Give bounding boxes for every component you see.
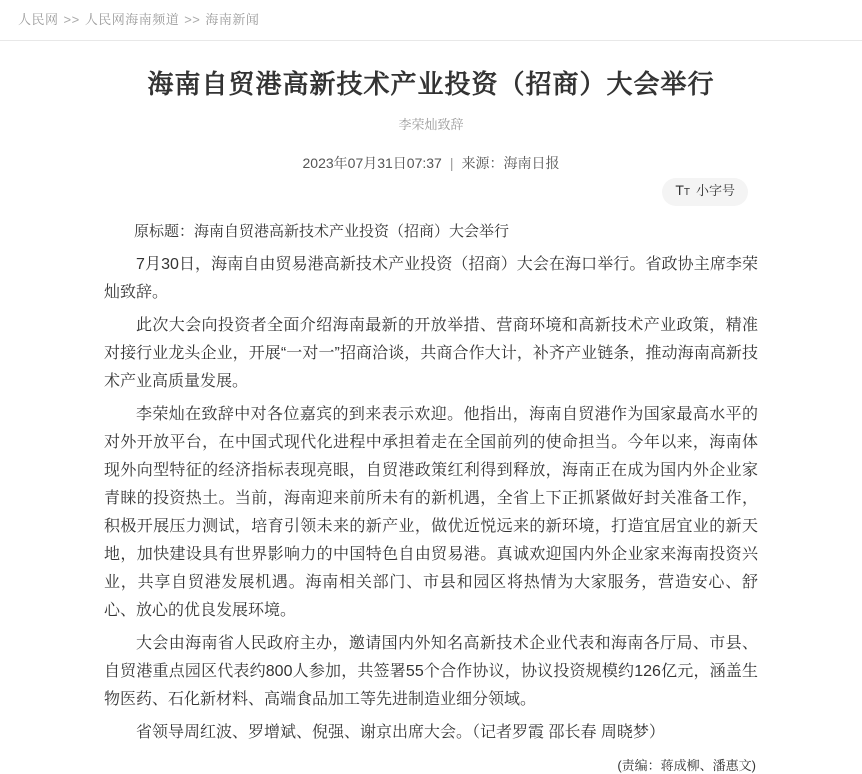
original-title-line [104,218,758,246]
publish-datetime: 2023年07月31日07:37 [302,155,442,171]
source-link[interactable]: 海南日报 [503,155,560,171]
breadcrumb [0,0,862,41]
article-paragraph: 此次大会向投资者全面介绍海南最新的开放举措、营商环境和高新技术产业政策，精准对接行业龙头企业，开展“一对一”招商洽谈，共商合作大计，补齐产业链条，推动海南高新技术产业高质量发展。 [104,317,758,390]
breadcrumb-separator: >> [63,12,80,27]
article-paragraph: 省领导周红波、罗增斌、倪强、谢京出席大会。（记者罗霞 邵长春 周晓梦） [136,724,665,741]
font-size-large-icon: T [675,182,684,198]
source-prefix: 来源： [461,155,504,171]
article-toolbar [104,178,758,206]
font-size-label: 小字号 [695,183,735,198]
breadcrumb-separator: >> [184,12,201,27]
article-meta [104,153,758,173]
meta-separator: | [449,155,454,171]
font-size-control[interactable] [662,178,748,206]
breadcrumb-link-hainan-channel[interactable]: 人民网海南频道 [84,12,180,27]
article-title: 海南自贸港高新技术产业投资（招商）大会举行 [147,69,715,99]
article-container [104,67,758,774]
article-paragraph: 大会由海南省人民政府主办，邀请国内外知名高新技术企业代表和海南各厅局、市县、自贸港重点园区代表约800人参加，共签署55个合作协议，协议投资规模约126亿元，涵盖生物医药、石化新材料、高端食品加工等先进制造业细分领域。 [104,635,758,708]
article-subtitle: 李荣灿致辞 [398,117,464,132]
article-body [104,218,758,774]
breadcrumb-link-hainan-news[interactable]: 海南新闻 [205,12,260,27]
original-title-prefix: 原标题： [134,223,195,240]
font-size-small-icon: T [683,187,690,198]
breadcrumb-link-peoples-daily[interactable]: 人民网 [18,12,59,27]
original-title-text: 海南自贸港高新技术产业投资（招商）大会举行 [194,223,510,240]
article-paragraph: 李荣灿在致辞中对各位嘉宾的到来表示欢迎。他指出，海南自贸港作为国家最高水平的对外开放平台，在中国式现代化进程中承担着走在全国前列的使命担当。今年以来，海南体现外向型特征的经济指标表现亮眼，自贸港政策红利得到释放，海南正在成为国内外企业家青睐的投资热土。当前，海南迎来前所未有的新机遇，全省上下正抓紧做好封关准备工作，积极开展压力测试，培育引领未来的新产业，做优近悦远来的新环境，打造宜居宜业的新天地，加快建设具有世界影响力的中国特色自由贸易港。真诚欢迎国内外企业家来海南投资兴业，共享自贸港发展机遇。海南相关部门、市县和园区将热情为大家服务，营造安心、舒心、放心的优良发展环境。 [104,406,758,619]
article-paragraph: 7月30日，海南自由贸易港高新技术产业投资（招商）大会在海口举行。省政协主席李荣灿致辞。 [104,256,758,301]
editors-credit: (责编：蒋成柳、潘惠文) [617,758,756,773]
